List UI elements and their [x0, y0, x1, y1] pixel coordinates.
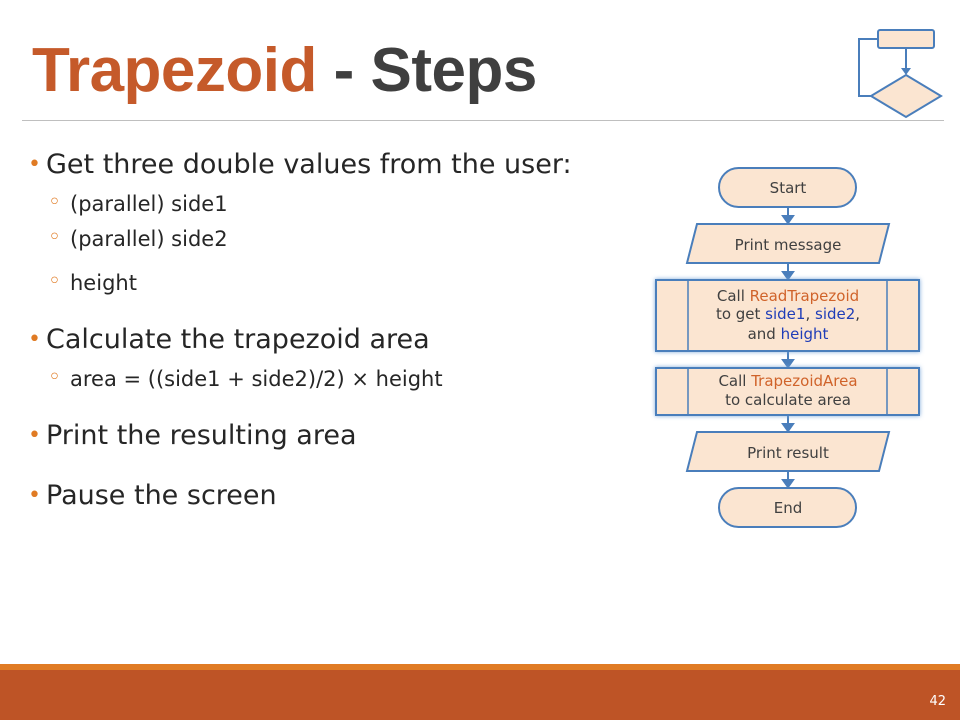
call-read-line1: Call ReadTrapezoid [716, 287, 860, 305]
sub-bullet-item: ◦ (parallel) side1 [28, 191, 648, 218]
bullet-item: • Get three double values from the user: [28, 147, 648, 183]
slide-title [32, 36, 537, 105]
call-read-line2: to get side1, side2, [715, 305, 861, 323]
call-area-line2: to calculate area [725, 391, 851, 409]
print-message-label: Print message [734, 236, 842, 254]
title-accent: Trapezoid [32, 36, 317, 105]
title-rest: - Steps [316, 36, 537, 105]
page-number: 42 [929, 694, 946, 709]
call-area-line1: Call TrapezoidArea [718, 372, 858, 390]
start-label: Start [769, 179, 807, 197]
end-label: End [773, 499, 803, 517]
bullet-item: • Calculate the trapezoid area [28, 322, 648, 358]
flowchart-logo-icon [856, 26, 946, 126]
sub-bullet-item: ◦ (parallel) side2 [28, 226, 648, 253]
print-result-label: Print result [747, 444, 829, 462]
title-divider [22, 120, 944, 121]
sub-bullet-item: ◦ height [28, 270, 648, 297]
bullet-item: • Pause the screen [28, 478, 648, 514]
bullet-list [28, 147, 648, 514]
sub-bullet-item: ◦ area = ((side1 + side2)/2) × height [28, 366, 648, 393]
flowchart [640, 160, 940, 540]
bullet-item: • Print the resulting area [28, 418, 648, 454]
footer-bar [0, 670, 960, 720]
call-read-line3: and height [747, 325, 829, 343]
